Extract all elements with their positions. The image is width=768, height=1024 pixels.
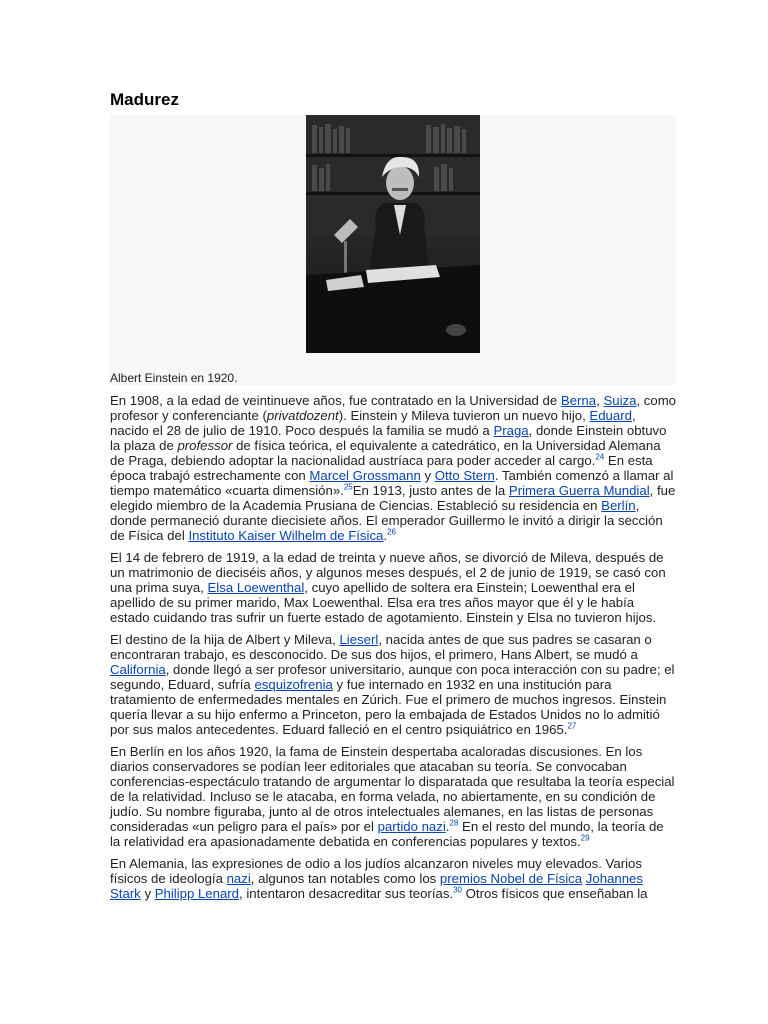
article-body [110,393,676,908]
link-instituto-kaiser-wilhelm[interactable]: Instituto Kaiser Wilhelm de Física [188,528,384,543]
reference-link[interactable]: 24 [595,452,605,462]
section-title: Madurez [110,90,179,109]
link-philipp-lenard[interactable]: Philipp Lenard [154,886,240,901]
figure-caption: Albert Einstein en 1920. [110,371,238,385]
text: El destino de la hija de Albert y Mileva, [110,632,340,647]
paragraph-5 [110,856,676,901]
photo-drawing [306,115,480,353]
link-esquizofrenia[interactable]: esquizofrenia [254,677,333,692]
link-otto-stern[interactable]: Otto Stern [434,468,495,483]
text: y [420,468,435,483]
text: En Alemania, las expresiones de odio a los judíos alcanzaron niveles muy elevados. Varios físicos de ideología [110,856,642,886]
reference-29[interactable] [581,834,590,843]
text: y [140,886,155,901]
einstein-photo[interactable] [306,115,480,353]
paragraph-4 [110,744,676,849]
link-nazi[interactable]: nazi [226,871,251,886]
figure [110,115,676,385]
link-partido-nazi[interactable]: partido nazi [377,819,446,834]
link-premios-nobel-fisica[interactable]: premios Nobel de Física [439,871,583,886]
text: El 14 de febrero de 1919, a la edad de treinta y nueve años, se divorció de Mileva, después de un matrimonio de dieciséis años, y algunos meses después, el 2 de junio de 1919, se casó con una prima suya, [110,550,666,595]
text: y fue internado en 1932 en una institución para tratamiento de enfermedades mentales en Zúrich. Fue el primero de muchos ingresos. Einstein quería llevar a su hijo enfermo a Princeton, pero la embajada de Estados Unidos no lo admitió por sus malos antecedentes. Eduard falleció en el centro psiquiátrico en 1965. [110,677,667,737]
paragraph-2 [110,550,676,625]
text: , algunos tan notables como los [250,871,440,886]
text: Otros físicos que enseñaban la [461,886,648,901]
text: . [383,528,388,543]
text: En esta época trabajó estrechamente con [110,453,653,483]
paragraph-3 [110,632,676,737]
link-eduard[interactable]: Eduard [589,408,632,423]
text: , [596,393,604,408]
italic-term: professor [177,438,233,453]
reference-24[interactable] [595,453,604,462]
reference-link[interactable]: 27 [567,721,577,731]
reference-link[interactable]: 26 [387,527,396,537]
link-praga[interactable]: Praga [493,423,529,438]
link-elsa-loewenthal[interactable]: Elsa Loewenthal [207,580,305,595]
reference-25[interactable] [344,483,353,492]
link-johannes-stark[interactable]: Johannes Stark [110,871,643,901]
reference-30[interactable] [453,886,462,895]
italic-term: privatdozent [266,408,339,423]
text: En 1913, justo antes de la [352,483,509,498]
link-berlin[interactable]: Berlín [601,498,636,513]
text: , donde Einstein obtuvo la plaza de [110,423,667,453]
text: En Berlín en los años 1920, la fama de Einstein despertaba acaloradas discusiones. En los diarios conservadores se podían leer editoriales que atacaban su teoría. Se convocaban conferencias-espectáculo tratando de argumentar lo disparatada que resultaba la teoría especial de la relatividad. Incluso se le atacaba, en forma velada, no abiertamente, en su condición de judío. Su nombre figuraba, junto al de otros intelectuales alemanes, en las listas de personas consideradas «un peligro para el país» por el [110,744,675,834]
reference-link[interactable]: 25 [343,482,353,492]
link-suiza[interactable]: Suiza [603,393,637,408]
text: En 1908, a la edad de veintinueve años, fue contratado en la Universidad de [110,393,561,408]
text: , intentaron desacreditar sus teorías. [239,886,454,901]
text: , nacido el 28 de julio de 1910. Poco después la familia se mudó a [110,408,636,438]
link-berna[interactable]: Berna [560,393,597,408]
reference-link[interactable]: 30 [453,885,462,895]
text: , cuyo apellido de soltera era Einstein; Loewenthal era el apellido de su primer marido, Max Loewenthal. Elsa era tres años mayor que él y le había estado cuidando tras sufrir un fuerte estado de agotamiento. Einstein y Elsa no tuvieron hijos. [110,580,657,625]
text: de física teórica, el equivalente a catedrático, en la Universidad Alemana de Praga, debiendo adoptar la nacionalidad austríaca para poder acceder al cargo. [110,438,661,468]
reference-26[interactable] [387,528,396,537]
paragraph-1 [110,393,676,543]
reference-27[interactable] [567,722,576,731]
text: En el resto del mundo, la teoría de la relatividad era apasionadamente debatida en conferencias populares y textos. [110,819,664,849]
link-marcel-grossmann[interactable]: Marcel Grossmann [309,468,421,483]
reference-link[interactable]: 28 [449,818,459,828]
text: , fue elegido miembro de la Academia Prusiana de Ciencias. Estableció su residencia en [110,483,676,513]
text: . También comenzó a llamar al tiempo matemático «cuarta dimensión». [110,468,674,498]
link-primera-guerra-mundial[interactable]: Primera Guerra Mundial [508,483,650,498]
text: , nacida antes de que sus padres se casaran o encontraran trabajo, es desconocido. De sus dos hijos, el primero, Hans Albert, se mudó a [110,632,652,662]
text: ). Einstein y Mileva tuvieron un nuevo hijo, [338,408,590,423]
text: , donde llegó a ser profesor universitario, aunque con poca interacción con su padre; el segundo, Eduard, sufría [110,662,675,692]
link-lieserl[interactable]: Lieserl [339,632,379,647]
link-california[interactable]: California [110,662,166,677]
text: . [445,819,450,834]
text: , como profesor y conferenciante ( [110,393,677,423]
reference-link[interactable]: 29 [580,833,590,843]
text: , donde permaneció durante diecisiete años. El emperador Guillermo le invitó a dirigir la sección de Física del [110,498,663,543]
